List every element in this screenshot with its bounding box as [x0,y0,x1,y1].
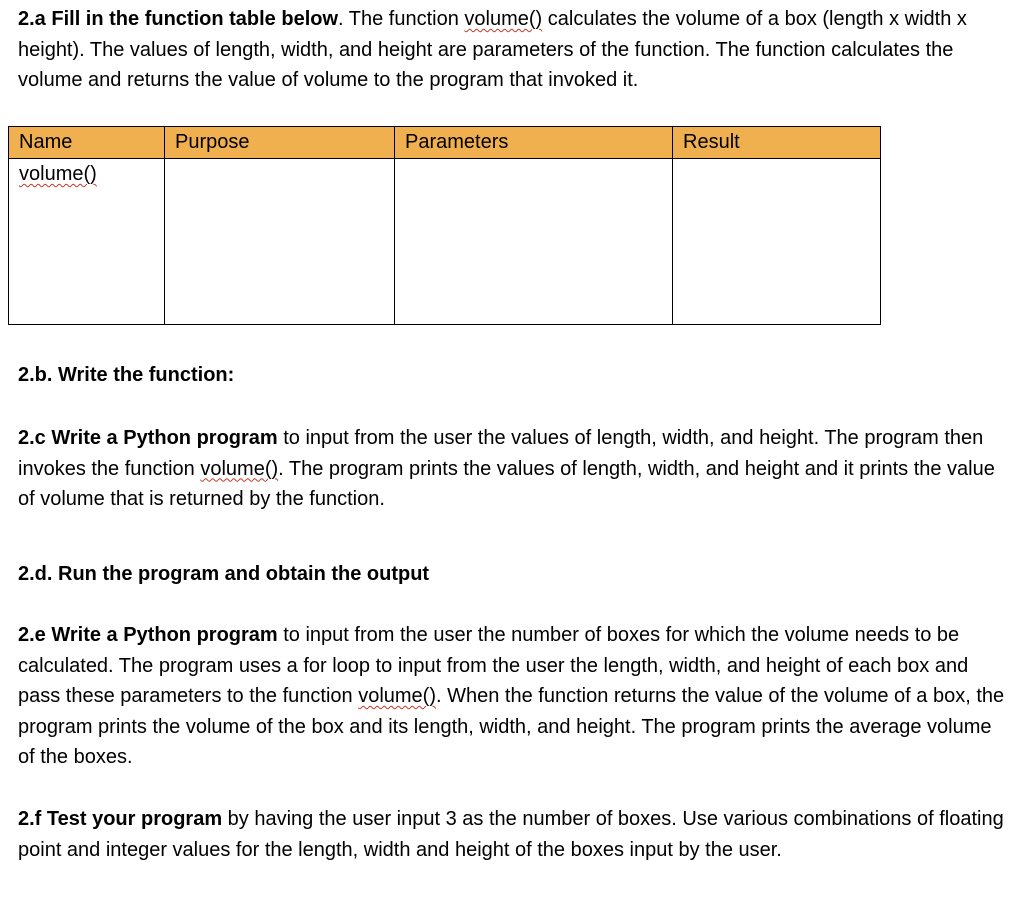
section-2d-paragraph [18,559,1013,590]
section-2f-label: 2.f Test your program [18,808,223,830]
section-2b-label: 2.b. Write the function: [18,364,235,386]
cell-name-value: volume() [19,163,97,185]
section-2a-text-1: . The function [338,8,465,30]
section-2a-paragraph [18,4,1013,96]
section-2e-text-2: . When the function returns the value of the volume of a box, the program prints the volume of the box and its length, width, and height. The program prints the average volume of the boxes. [18,685,1005,769]
section-2c-paragraph [18,423,1013,515]
header-result: Result [673,127,881,159]
section-2c-text-1: to input from the user the values of length, width, and height. The program then invokes the function [18,427,984,480]
cell-result[interactable] [673,159,881,325]
section-2a-text-2: calculates the volume of a box (length x width x height). The values of length, width, and height are parameters of the function. The function calculates the volume and returns the value of volume to the program that invoked it. [18,8,967,92]
section-2c-text-2: . The program prints the values of length, width, and height and it prints the value of volume that is returned by the function. [18,457,995,511]
header-parameters: Parameters [395,127,673,159]
section-2f-text-1: by having the user input 3 as the number of boxes. Use various combinations of floating point and integer values for the length, width and height of the boxes input by the user. [18,808,1004,861]
cell-purpose[interactable] [165,159,395,325]
section-2a-function-ref: volume() [464,8,543,30]
section-2e-text-1: to input from the user the number of boxes for which the volume needs to be calculated. The program uses a for loop to input from the user the length, width, and height of each box and pass these parameters to the function [18,624,969,708]
function-table-header-row [9,127,881,159]
function-table [8,126,881,325]
section-2f-paragraph [18,804,1013,865]
section-2b-paragraph [18,360,1013,391]
section-2e-function-ref: volume() [358,685,436,708]
section-2c-label: 2.c Write a Python program [18,427,278,449]
section-2e-label: 2.e Write a Python program [18,624,278,646]
header-name: Name [9,127,165,159]
section-2a-label: 2.a Fill in the function table below [18,8,339,30]
function-table-row [9,159,881,325]
cell-name[interactable] [9,159,165,325]
section-2c-function-ref: volume() [200,457,279,480]
section-2e-paragraph [18,620,1013,773]
cell-parameters[interactable] [395,159,673,325]
section-2d-label: 2.d. Run the program and obtain the output [18,563,430,585]
header-purpose: Purpose [165,127,395,159]
